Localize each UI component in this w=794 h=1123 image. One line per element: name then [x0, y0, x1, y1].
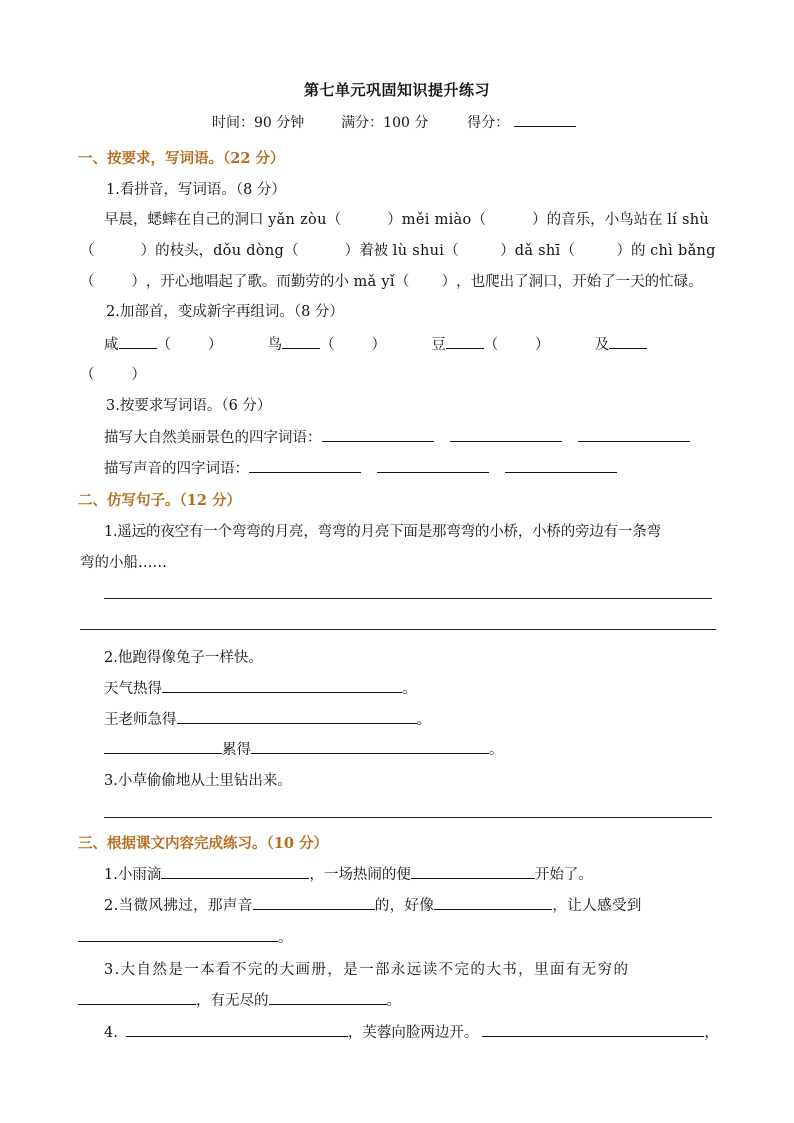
answer-paren[interactable]: （ ） [284, 243, 360, 259]
s3-q1-text: ，一场热闹的便 [309, 867, 411, 883]
period: 。 [402, 681, 417, 697]
pinyin: lí shù [667, 212, 710, 228]
radical-char: 鸟 [267, 337, 283, 353]
answer-blank[interactable] [104, 752, 222, 754]
answer-paren[interactable]: （ ） [483, 337, 550, 353]
s2-q1-line-1: 1.遥远的夜空有一个弯弯的月亮，弯弯的月亮下面是那弯弯的小桥，小桥的旁边有一条弯 [104, 524, 661, 540]
score-label: 满分：100 分 [341, 115, 429, 131]
s2-q1-line-2: 弯的小船…… [80, 555, 167, 571]
q2-row [104, 333, 647, 354]
s3-q1 [104, 863, 593, 884]
s3-q4-num: 4. [104, 1025, 118, 1041]
answer-blank[interactable] [377, 471, 489, 473]
s2-q2-a [104, 677, 417, 698]
q1-heading: 1.看拼音，写词语。（8 分） [106, 182, 286, 198]
got-blank[interactable] [514, 125, 576, 127]
pinyin: mǎ yǐ [353, 274, 395, 290]
answer-blank[interactable] [177, 722, 417, 724]
s2-q2-b-label: 王老师急得 [104, 712, 177, 728]
period: 。 [278, 930, 293, 946]
s3-q2-text: 2.当微风拂过，那声音 [104, 898, 253, 914]
answer-paren[interactable]: （ ） [394, 274, 457, 290]
answer-blank[interactable] [251, 752, 489, 754]
section-2-heading: 二、仿写句子。（12 分） [78, 492, 241, 509]
q1-line-2 [80, 239, 716, 260]
s2-q2-heading: 2.他跑得像兔子一样快。 [104, 650, 263, 666]
answer-paren[interactable]: （ ） [444, 243, 515, 259]
s3-q2-text: ，让人感受到 [552, 898, 642, 914]
s2-q2-b [104, 708, 431, 729]
q3-label: 描写声音的四字词语： [104, 461, 249, 477]
time-label: 时间：90 分钟 [212, 115, 305, 131]
answer-blank[interactable] [482, 1035, 704, 1037]
answer-blank[interactable] [450, 440, 562, 442]
s2-q2-a-label: 天气热得 [104, 681, 162, 697]
q2-heading: 2.加部首，变成新字再组词。（8 分） [106, 304, 344, 320]
got-label: 得分： [467, 115, 510, 131]
q1-text: 的音乐，小鸟站在 [546, 212, 668, 228]
answer-blank[interactable] [78, 1003, 196, 1005]
answer-blank[interactable] [161, 877, 309, 879]
s3-q1-text: 1.小雨滴 [104, 867, 162, 883]
writing-line[interactable] [80, 629, 716, 630]
answer-blank[interactable] [578, 440, 690, 442]
q1-line-1 [104, 208, 709, 229]
s3-q2-text: 的，好像 [374, 898, 435, 914]
answer-blank[interactable] [609, 347, 647, 349]
answer-blank[interactable] [162, 691, 402, 693]
radical-char: 咸 [104, 337, 119, 353]
answer-paren[interactable]: （ ） [80, 243, 156, 259]
s3-q4 [104, 1021, 719, 1042]
radical-char: 及 [594, 337, 610, 353]
pinyin: chì bǎng [650, 243, 716, 259]
answer-blank[interactable] [282, 347, 320, 349]
answer-paren[interactable]: （ ） [80, 367, 146, 383]
period: 。 [386, 993, 401, 1009]
q1-line-3 [80, 270, 703, 291]
answer-paren[interactable]: （ ） [471, 212, 547, 228]
answer-paren[interactable]: （ ） [80, 274, 146, 290]
s3-q2-wrap [78, 926, 293, 947]
exam-meta [212, 112, 576, 132]
s3-q1-text: 开始了。 [534, 867, 593, 883]
q3-line-2 [104, 457, 617, 478]
comma: ， [704, 1025, 719, 1041]
q1-text: 的 [630, 243, 651, 259]
s2-q3-heading: 3.小草偷偷地从土里钻出来。 [104, 773, 292, 789]
answer-paren[interactable]: （ ） [156, 337, 223, 353]
answer-blank[interactable] [119, 347, 157, 349]
answer-blank[interactable] [253, 908, 375, 910]
s2-q2-c-label: 累得 [222, 742, 251, 758]
answer-blank[interactable] [446, 347, 484, 349]
period: 。 [489, 742, 504, 758]
answer-paren[interactable]: （ ） [560, 243, 631, 259]
answer-blank[interactable] [322, 440, 434, 442]
pinyin: yǎn zòu [268, 212, 327, 228]
q3-line-1 [104, 426, 690, 447]
answer-blank[interactable] [505, 471, 617, 473]
pinyin: dǎ shī [514, 243, 561, 259]
period: 。 [416, 712, 431, 728]
radical-char: 豆 [431, 337, 446, 353]
section-3-heading: 三、根据课文内容完成练习。（10 分） [78, 835, 328, 852]
s3-q3-wrap [78, 989, 401, 1010]
page-title: 第七单元巩固知识提升练习 [303, 81, 490, 99]
answer-blank[interactable] [434, 908, 552, 910]
s3-q3: 3.大自然是一本看不完的大画册，是一部永远读不完的大书，里面有无穷的 [104, 962, 630, 978]
q1-text: 的枝头， [155, 243, 214, 259]
q1-text: 早晨，蟋蟀在自己的洞口 [104, 212, 269, 228]
answer-blank[interactable] [126, 1035, 348, 1037]
q1-text: 着被 [359, 243, 393, 259]
writing-line[interactable] [104, 598, 712, 599]
q1-text: ，开心地唱起了歌。而勤劳的小 [145, 274, 354, 290]
pinyin: měi miào [401, 212, 472, 228]
writing-line[interactable] [104, 817, 712, 818]
answer-paren[interactable]: （ ） [326, 212, 402, 228]
answer-blank[interactable] [269, 1003, 387, 1005]
q1-text: ，也爬出了洞口，开始了一天的忙碌。 [456, 274, 703, 290]
answer-blank[interactable] [78, 940, 278, 942]
answer-paren[interactable]: （ ） [320, 337, 386, 353]
s2-q2-c [104, 738, 504, 759]
pinyin: dǒu dòng [213, 243, 285, 259]
q3-heading: 3.按要求写词语。（6 分） [106, 398, 272, 414]
q2-row-wrap [80, 363, 146, 384]
answer-blank[interactable] [411, 877, 535, 879]
s3-q3-text: ，有无尽的 [196, 993, 269, 1009]
s3-q4-text: ，芙蓉向脸两边开。 [347, 1025, 479, 1041]
section-1-heading: 一、按要求，写词语。（22 分） [78, 150, 285, 167]
q3-label: 描写大自然美丽景色的四字词语： [104, 430, 322, 446]
s3-q2 [104, 894, 642, 915]
pinyin: lù shui [392, 243, 445, 259]
answer-blank[interactable] [249, 471, 361, 473]
